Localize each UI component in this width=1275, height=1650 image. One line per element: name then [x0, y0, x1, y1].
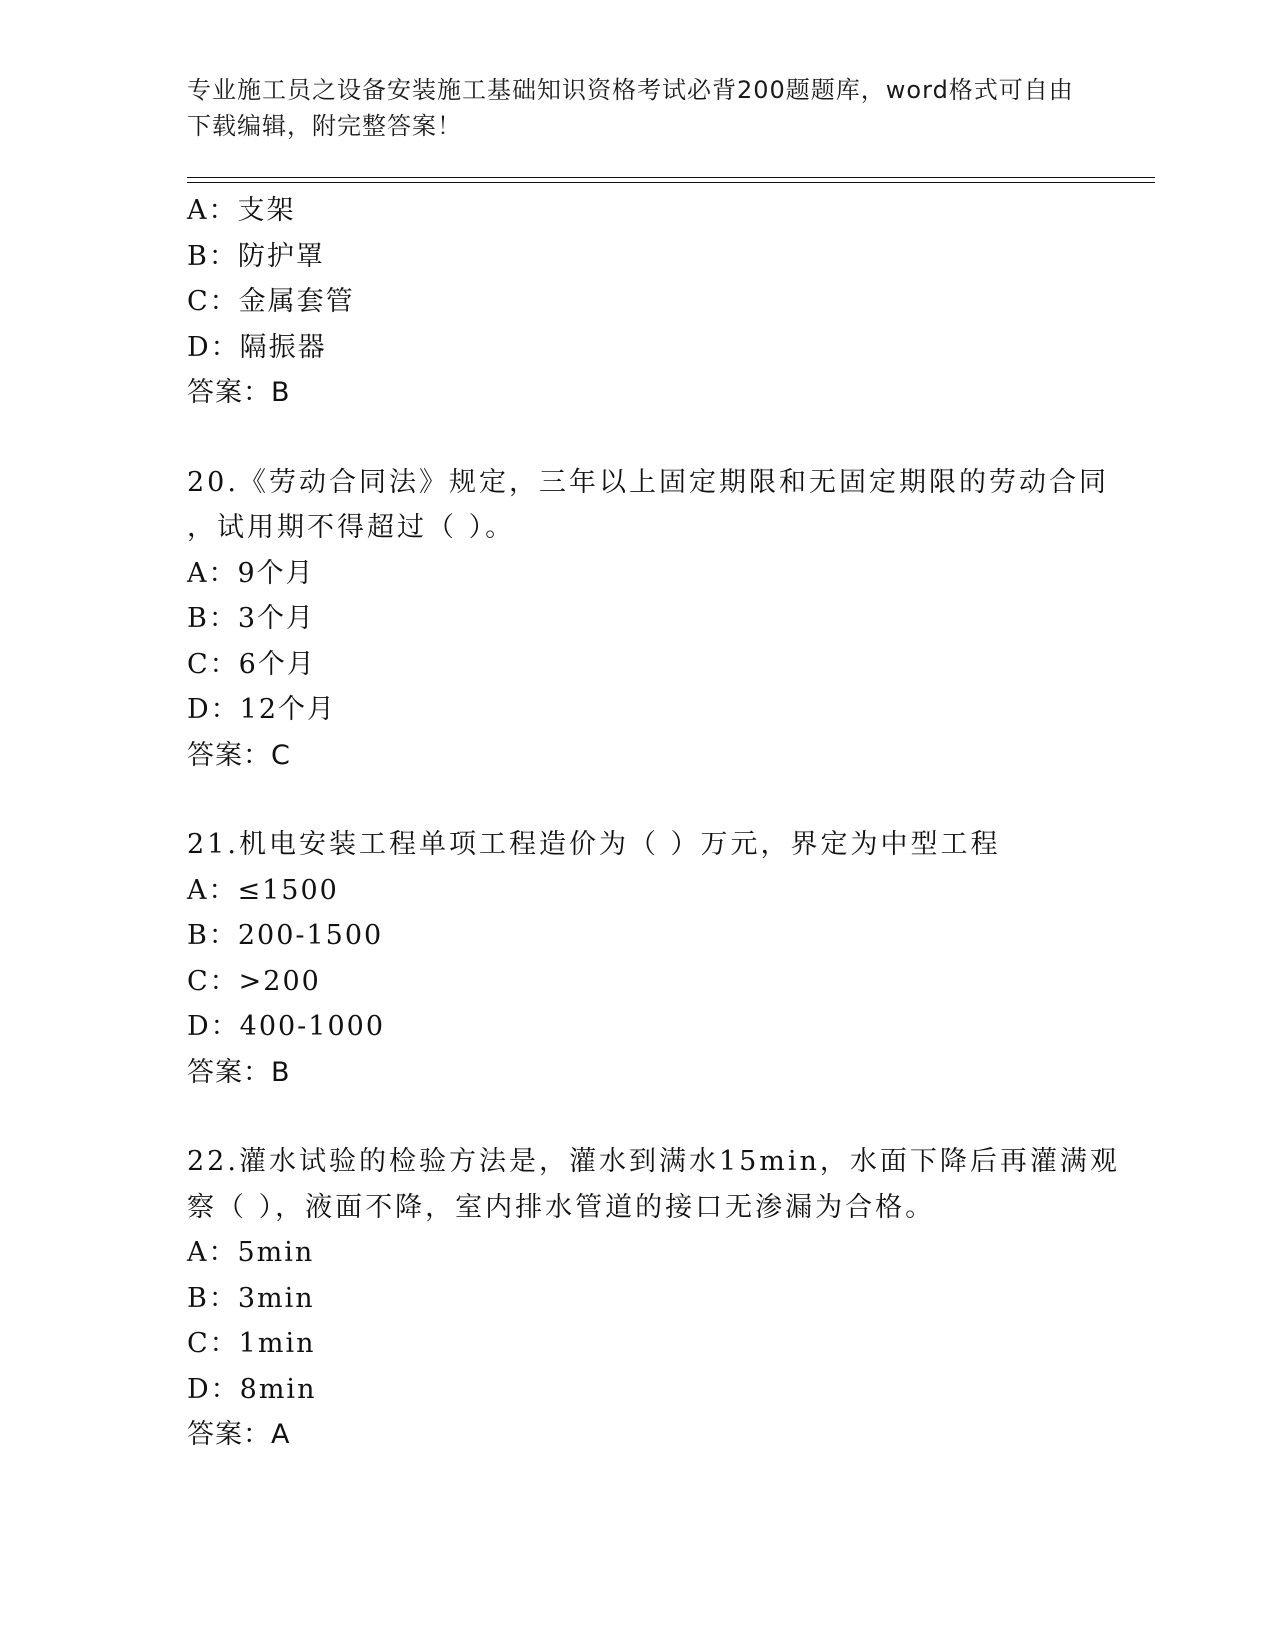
- header-title-line-1: 专业施工员之设备安装施工基础知识资格考试必背200题题库，word格式可自由: [187, 76, 1074, 104]
- q22-option-a: A：5min: [187, 1237, 315, 1268]
- document-header: [187, 72, 1087, 144]
- q21-question-line-1: 21.机电安装工程单项工程造价为（ ）万元，界定为中型工程: [187, 829, 1001, 860]
- q21-option-d: D：400-1000: [187, 1011, 386, 1042]
- q20-option-b: B：3个月: [187, 603, 316, 634]
- q19-option-b: B：防护罩: [187, 240, 325, 272]
- header-divider-bottom: [187, 182, 1155, 183]
- q20-option-a: A：9个月: [187, 557, 315, 589]
- q20-question-line-2: ，试用期不得超过（ ）。: [187, 512, 516, 543]
- q22-answer: 答案：A: [187, 1419, 291, 1450]
- q22-question-line-2: 察（ ），液面不降，室内排水管道的接口无渗漏为合格。: [187, 1191, 936, 1223]
- q21-option-b: B：200-1500: [187, 920, 384, 951]
- header-divider-top: [187, 177, 1155, 178]
- q20-question-line-1: 20.《劳动合同法》规定，三年以上固定期限和无固定期限的劳动合同: [187, 466, 1109, 498]
- header-title-line-2: 下载编辑，附完整答案！: [187, 112, 462, 140]
- q19-answer: 答案：B: [187, 377, 291, 408]
- q20-option-d: D：12个月: [187, 694, 337, 725]
- q22-question-line-1: 22.灌水试验的检验方法是，灌水到满水15min，水面下降后再灌满观: [187, 1146, 1120, 1177]
- q19-option-d: D：隔振器: [187, 331, 327, 363]
- q21-answer: 答案：B: [187, 1056, 291, 1088]
- question-spacer: [187, 1095, 1147, 1139]
- q19-option-a: A：支架: [187, 195, 296, 226]
- q22-option-b: B：3min: [187, 1282, 315, 1314]
- question-list: [187, 188, 1147, 1458]
- question-spacer: [187, 778, 1147, 822]
- q20-option-c: C：6个月: [187, 648, 316, 680]
- question-21: [187, 822, 1147, 1095]
- question-22: [187, 1139, 1147, 1458]
- q22-option-d: D：8min: [187, 1373, 317, 1405]
- q22-option-c: C：1min: [187, 1328, 316, 1359]
- q19-option-c: C：金属套管: [187, 286, 355, 317]
- question-spacer: [187, 416, 1147, 460]
- q21-option-a: A：≤1500: [187, 874, 339, 906]
- q20-answer: 答案：C: [187, 739, 291, 771]
- question-19: [187, 188, 1147, 416]
- question-20: [187, 460, 1147, 779]
- q21-option-c: C：>200: [187, 965, 321, 997]
